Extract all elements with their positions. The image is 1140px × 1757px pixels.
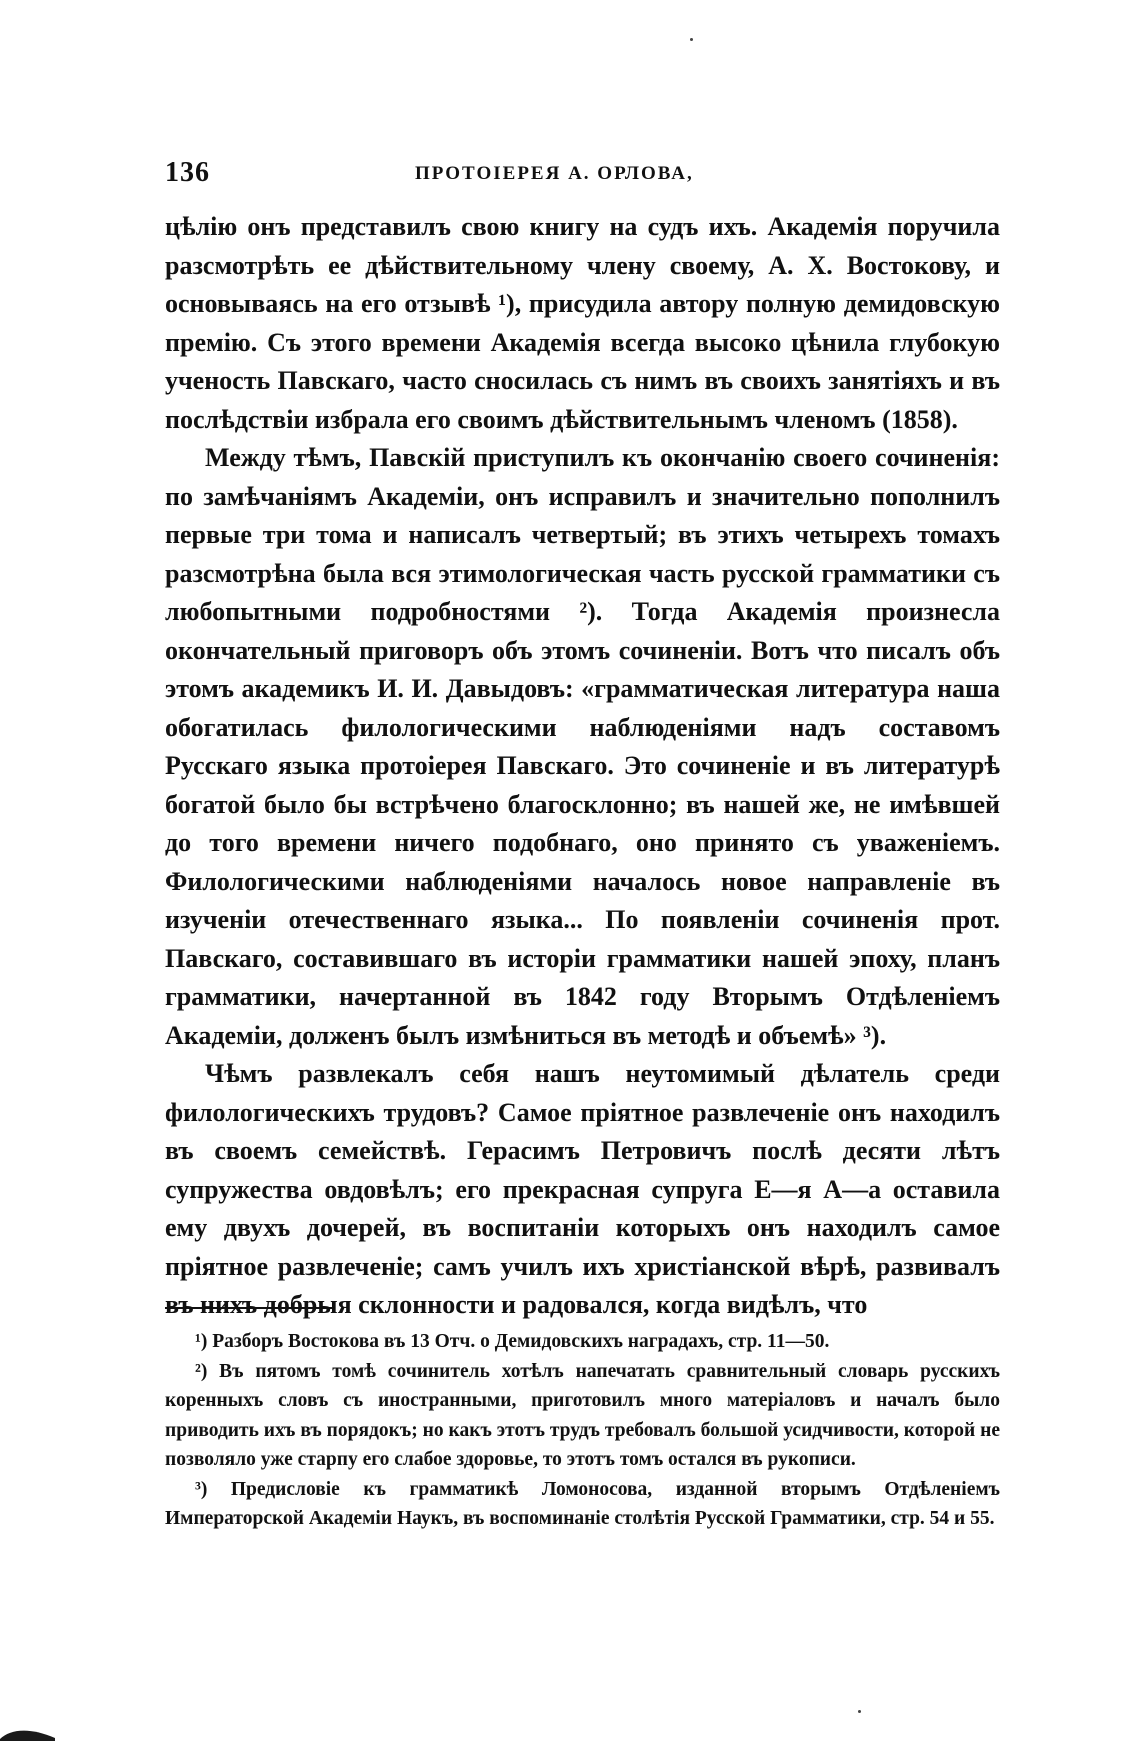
scan-speck [690, 38, 693, 41]
running-title: ПРОТОІЕРЕЯ А. ОРЛОВА, [415, 163, 694, 184]
running-head [165, 157, 1000, 197]
paragraph: Чѣмъ развлекалъ себя нашъ неутомимый дѣлатель среди филологическихъ трудовъ? Самое пріятное развлеченіе онъ находилъ въ своемъ семействѣ. Герасимъ Петровичъ послѣ десяти лѣтъ супружества овдовѣлъ; его прекрасная супруга Е—я А—а оставила ему двухъ дочерей, въ воспитаніи которыхъ онъ находилъ самое пріятное развлеченіе; самъ училъ ихъ христіанской вѣрѣ, развивалъ въ нихъ добрыя склонности и радовался, когда видѣлъ, что [165, 1059, 1000, 1319]
footnote-3: ³) Предисловіе къ грамматикѣ Ломоносова, изданной вторымъ Отдѣленіемъ Императорской Академіи Наукъ, въ воспоминаніе столѣтія Русской Грамматики, стр. 54 и 55. [165, 1478, 1000, 1529]
paragraph: Между тѣмъ, Павскій приступилъ къ окончанію своего сочиненія: по замѣчаніямъ Академіи, онъ исправилъ и значительно пополнилъ первые три тома и написалъ четвертый; въ этихъ четырехъ томахъ разсмотрѣна была вся этимологическая часть русской грамматики съ любопытными подробностями ²). Тогда Академія произнесла окончательный приговоръ объ этомъ сочиненіи. Вотъ что писалъ объ этомъ академикъ И. И. Давыдовъ: «грамматическая литература наша обогатилась филологическими наблюденіями надъ составомъ Русскаго языка протоіерея Павскаго. Это сочиненіе и въ литературѣ богатой было бы встрѣчено благосклонно; въ нашей же, не имѣвшей до того времени ничего подобнаго, оно принято съ уваженіемъ. Филологическими наблюденіями началось новое направленіе въ изученіи отечественнаго языка... По появленіи сочиненія прот. Павскаго, составившаго въ исторіи грамматики нашей эпоху, планъ грамматики, начертанной въ 1842 году Вторымъ Отдѣленіемъ Академіи, долженъ былъ измѣниться въ методѣ и объемѣ» ³). [165, 443, 1000, 1050]
page-number: 136 [165, 157, 210, 188]
scan-smudge-mark [0, 1727, 55, 1741]
footnote-2: ²) Въ пятомъ томѣ сочинитель хотѣлъ напечатать сравнительный словарь русскихъ коренныхъ словъ съ иностранными, приготовилъ много матеріаловъ и началъ было приводить ихъ въ порядокъ; но какъ этотъ трудъ требовалъ большой усидчивости, которой не позволяло уже старпу его слабое здоровье, то этотъ томъ остался въ рукописи. [165, 1360, 1000, 1470]
paragraph-continued: цѣлію онъ представилъ свою книгу на судъ ихъ. Академія поручила разсмотрѣть ее дѣйствительному члену своему, А. Х. Востокову, и основываясь на его отзывѣ ¹), присудила автору полную демидовскую премію. Съ этого времени Академія всегда высоко цѣнила глубокую ученость Павскаго, часто сносилась съ нимъ въ своихъ занятіяхъ и въ послѣдствіи избрала его своимъ дѣйствительнымъ членомъ (1858). [165, 212, 1000, 434]
main-text [165, 208, 1000, 1325]
footnotes [165, 1327, 1000, 1534]
scan-speck [858, 1710, 861, 1713]
footnote-1: ¹) Разборъ Востокова въ 13 Отч. о Демидовскихъ наградахъ, стр. 11—50. [195, 1331, 830, 1352]
footnote-divider [165, 1307, 335, 1309]
